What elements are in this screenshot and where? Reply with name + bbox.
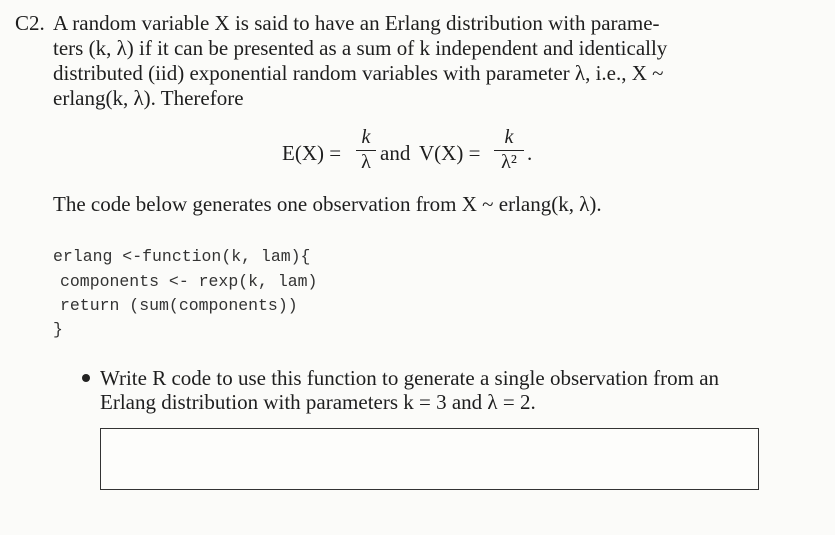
question-line-2: ters (k, λ) if it can be presented as a sum of k independent and identically	[53, 36, 668, 60]
fraction-denominator: λ²	[501, 151, 517, 173]
task-line-2: Erlang distribution with parameters k = 3 and λ = 2.	[100, 390, 536, 414]
formula-period: .	[527, 141, 533, 165]
code-line: components <- rexp(k, lam)	[60, 272, 318, 291]
task-line-1: Write R code to use this function to generate a single observation from an	[100, 366, 720, 390]
code-line: }	[53, 320, 63, 339]
formula-expectation-fraction	[356, 126, 376, 174]
answer-box[interactable]	[100, 428, 759, 490]
formula-expectation-lhs: E(X) =	[282, 141, 342, 165]
question-number: C2.	[15, 11, 45, 35]
question-line-4: erlang(k, λ). Therefore	[53, 86, 244, 110]
bullet-icon	[82, 374, 90, 382]
formula-and: and	[380, 141, 411, 165]
question-line-1: A random variable X is said to have an Erlang distribution with parame-	[53, 11, 660, 35]
code-line: erlang <-function(k, lam){	[53, 247, 311, 266]
formula-variance-fraction	[494, 126, 524, 174]
fraction-numerator: k	[361, 126, 371, 148]
fraction-denominator: λ	[361, 151, 371, 173]
fraction-numerator: k	[504, 126, 514, 148]
code-intro: The code below generates one observation from X ~ erlang(k, λ).	[53, 192, 602, 216]
code-line: return (sum(components))	[60, 296, 298, 315]
question-line-3: distributed (iid) exponential random variables with parameter λ, i.e., X ~	[53, 61, 664, 85]
formula-variance-lhs: V(X) =	[419, 141, 481, 165]
